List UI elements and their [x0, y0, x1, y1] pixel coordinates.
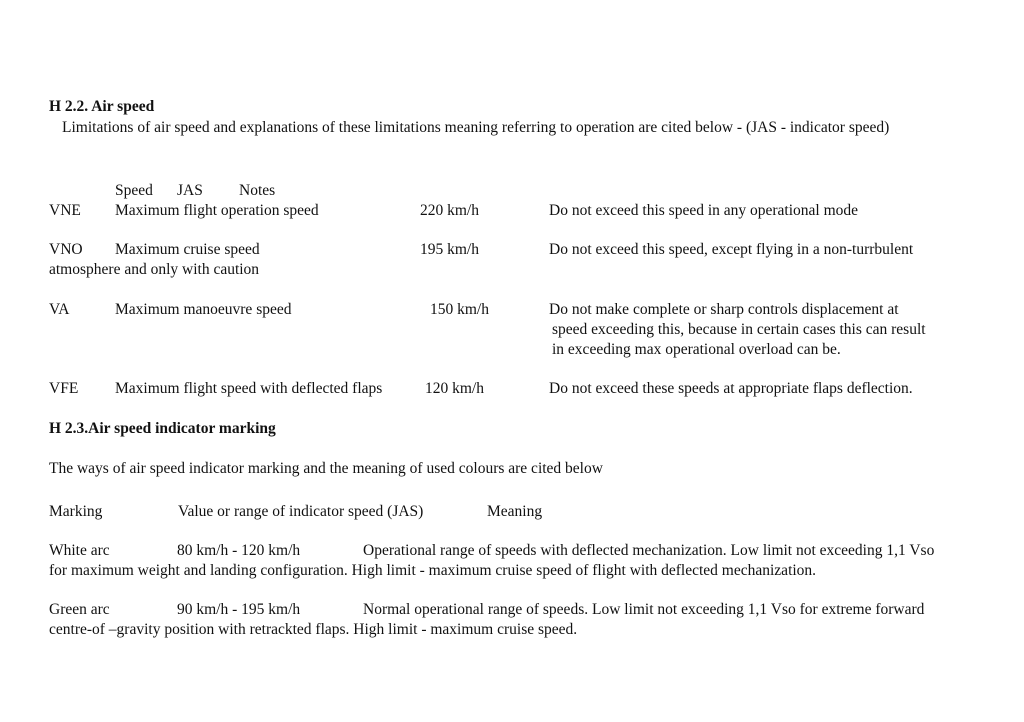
speed-note: Do not exceed this speed in any operational mode	[549, 202, 859, 219]
marking-range: 80 km/h - 120 km/h	[177, 542, 301, 559]
speed-value: 195 km/h	[420, 241, 479, 258]
speed-code: VNO	[49, 241, 83, 258]
marking-meaning: Operational range of speeds with deflected mechanization. Low limit not exceeding 1,1 Vso	[363, 542, 935, 559]
speed-value: 220 km/h	[420, 202, 479, 219]
section-intro-air-speed: Limitations of air speed and explanations of these limitations meaning referring to operation are cited below - (JAS - indicator speed)	[62, 119, 890, 136]
speed-code: VNE	[49, 202, 81, 219]
speed-note: Do not make complete or sharp controls displacement at	[549, 301, 899, 318]
speed-note: in exceeding max operational overload can be.	[552, 341, 841, 358]
marking-meaning: Normal operational range of speeds. Low limit not exceeding 1,1 Vso for extreme forward	[363, 601, 925, 618]
marking-meaning-continuation: for maximum weight and landing configuration. High limit - maximum cruise speed of flight with deflected mechanization.	[49, 562, 817, 579]
speed-note-continuation: atmosphere and only with caution	[49, 261, 260, 278]
speed-name: Maximum flight speed with deflected flaps	[115, 380, 383, 397]
speed-name: Maximum cruise speed	[115, 241, 260, 258]
section-heading-indicator-marking: H 2.3.Air speed indicator marking	[49, 420, 276, 437]
speed-name: Maximum manoeuvre speed	[115, 301, 292, 318]
section-heading-air-speed: H 2.2. Air speed	[49, 98, 155, 115]
speed-code: VA	[49, 301, 70, 318]
speed-code: VFE	[49, 380, 79, 397]
column-header-jas: JAS	[177, 182, 203, 199]
marking-meaning-continuation: centre-of –gravity position with retrackted flaps. High limit - maximum cruise speed.	[49, 621, 578, 638]
column-header-notes: Notes	[239, 182, 276, 199]
column-header-speed: Speed	[115, 182, 153, 199]
column-header-marking: Marking	[49, 503, 103, 520]
speed-note: Do not exceed these speeds at appropriate flaps deflection.	[549, 380, 913, 397]
marking-name: Green arc	[49, 601, 110, 618]
column-header-value: Value or range of indicator speed (JAS)	[178, 503, 424, 520]
speed-value: 150 km/h	[430, 301, 489, 318]
speed-name: Maximum flight operation speed	[115, 202, 319, 219]
speed-value: 120 km/h	[425, 380, 484, 397]
marking-name: White arc	[49, 542, 110, 559]
speed-note: speed exceeding this, because in certain cases this can result	[552, 321, 926, 338]
marking-range: 90 km/h - 195 km/h	[177, 601, 301, 618]
speed-note: Do not exceed this speed, except flying in a non-turrbulent	[549, 241, 914, 258]
column-header-meaning: Meaning	[487, 503, 543, 520]
section-intro-indicator-marking: The ways of air speed indicator marking and the meaning of used colours are cited below	[49, 460, 603, 477]
